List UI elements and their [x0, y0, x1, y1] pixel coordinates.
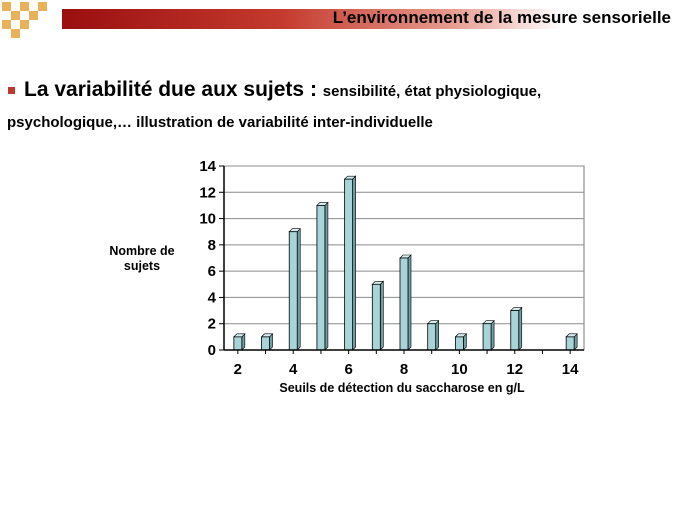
- x-tick-label: 6: [344, 361, 353, 378]
- y-tick-label: 14: [199, 158, 216, 175]
- heading-line-2: psychologique,… illustration de variabilité inter-individuelle: [7, 114, 433, 131]
- bar-side: [408, 255, 411, 350]
- x-tick-label: 8: [399, 361, 409, 378]
- y-tick-label: 0: [207, 342, 216, 359]
- bar-side: [519, 308, 522, 350]
- bar: [289, 232, 297, 350]
- bar: [234, 337, 242, 350]
- bar: [455, 337, 463, 350]
- bar: [483, 324, 491, 350]
- y-tick-label: 2: [207, 315, 216, 333]
- x-tick-label: 2: [233, 361, 243, 378]
- bar: [262, 337, 270, 350]
- bar: [345, 179, 353, 350]
- heading-main: La variabilité due aux sujets :: [24, 78, 323, 101]
- x-tick-label: 12: [506, 361, 524, 378]
- x-tick-label: 10: [451, 361, 468, 378]
- bar: [566, 337, 574, 350]
- bar-side: [353, 176, 356, 350]
- bar-side: [491, 321, 494, 350]
- x-axis-label: Seuils de détection du saccharose en g/L: [279, 381, 525, 395]
- bar-side: [325, 202, 328, 350]
- y-tick-label: 10: [199, 210, 216, 228]
- bar: [400, 258, 408, 350]
- bar-side: [380, 281, 383, 350]
- bar: [372, 284, 380, 350]
- bar: [428, 324, 436, 350]
- x-tick-label: 4: [289, 361, 298, 378]
- y-tick-label: 8: [207, 236, 216, 254]
- bar-side: [297, 229, 300, 350]
- heading-detail: sensibilité, état physiologique,: [322, 83, 542, 100]
- y-tick-label: 4: [207, 289, 216, 307]
- bar: [511, 311, 519, 350]
- y-tick-label: 6: [207, 263, 216, 281]
- bar-side: [436, 321, 439, 350]
- x-tick-label: 14: [561, 361, 579, 378]
- slide-title: L’environnement de la mesure sensorielle: [332, 8, 671, 27]
- y-tick-label: 12: [199, 184, 216, 202]
- y-axis-label: Nombre de sujets: [109, 244, 175, 273]
- bar: [317, 205, 325, 350]
